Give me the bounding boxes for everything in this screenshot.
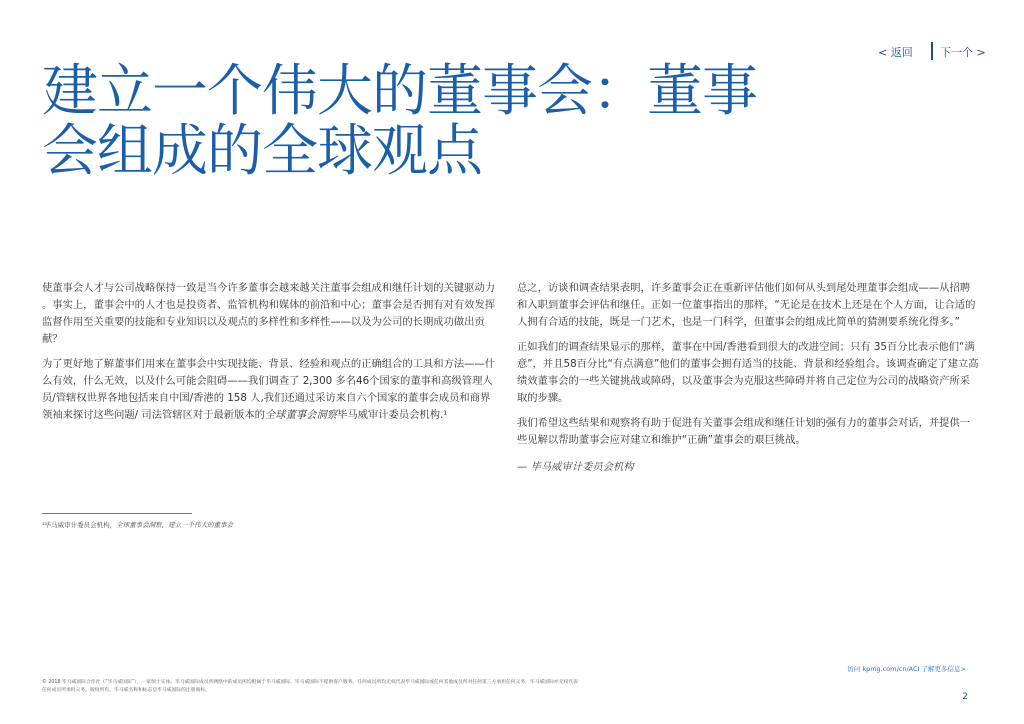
summary-paragraph: 总之，访谈和调查结果表明，许多董事会正在重新评估他们如何从头到尾处理董事会组成——从招聘和入职到董事会评估和继任。正如一位董事指出的那样，“无论是在技术上还是在个人方面，让合适的人拥有合适的技能，既是一门艺术，也是一门科学，但董事会的组成比简单的猜测要系统化得多。” xyxy=(517,282,976,328)
legal-disclaimer: © 2018 毕马威国际合作社（“毕马威国际”），一家瑞士实体。毕马威国际成员所网络中的成员所均附属于毕马威国际。毕马威国际不提供客户服务。任何成员所均无权代表毕马威国际或任何其他成员所对任何第三方承担任何义务，毕马威国际亦无权代表任何成员所承担义务。版权所有。毕马威名称和标志是毕马威国际的注册商标。 xyxy=(42,680,578,693)
right-column xyxy=(517,280,979,484)
footnote: ¹毕马威审计委员会机构，全球董事会洞察，建立一个伟大的董事会 xyxy=(42,521,234,529)
footnote-divider xyxy=(42,513,192,514)
next-link[interactable]: 下一个 > xyxy=(940,46,986,59)
intro-paragraph: 使董事会人才与公司战略保持一致是当今许多董事会越来越关注董事会组成和继任计划的关键驱动力 。事实上，董事会中的人才也是投资者、监管机构和媒体的前沿和中心；董事会是否拥有对有效发挥监督作用至关重要的技能和专业知识以及观点的多样性和多样性——以及为公司的长期成功做出贡献？ xyxy=(42,282,496,345)
page-number: 2 xyxy=(962,692,968,702)
signature: — 毕马威审计委员会机构 xyxy=(517,461,634,473)
findings-paragraph: 正如我们的调查结果显示的那样，董事在中国/香港看到很大的改进空间；只有 35百分比表示他们“满意”，并且58百分比“有点满意”他们的董事会拥有适当的技能、背景和经验组合。该调查确定了建立高绩效董事会的一些关键挑战或障碍，以及董事会为克服这些障碍并将自己定位为公司的战略资产所采取的步骤。 xyxy=(517,341,979,404)
nav-divider xyxy=(931,42,933,60)
publication-title: 全球董事会洞察 xyxy=(264,409,338,421)
page-title: 建立一个伟大的董事会：董事会组成的全球观点 xyxy=(42,59,757,184)
left-column xyxy=(42,280,500,432)
kpmg-aci-link[interactable]: 访问 kpmg.com/cn/ACI 了解更多信息> xyxy=(847,665,966,673)
survey-paragraph: 为了更好地了解董事们用来在董事会中实现技能、背景、经验和观点的正确组合的工具和方法——什么有效，什么无效，以及什么可能会阻碍——我们调查了 2,300 多名46个国家的董事和高级管理人员/管辖权世界各地包括来自中国/香港的 158 人,我们还通过采访来自六个国家的董事会成员和商界领袖来探讨这些问题/ 司法管辖区对于最新版本的全球董事会洞察毕马威审计委员会机构.¹ xyxy=(42,358,496,421)
hope-paragraph: 我们希望这些结果和观察将有助于促进有关董事会组成和继任计划的强有力的董事会对话，并提供一些见解以帮助董事会应对建立和维护“正确”董事会的艰巨挑战。 xyxy=(517,417,971,446)
back-link[interactable]: < 返回 xyxy=(878,46,913,59)
